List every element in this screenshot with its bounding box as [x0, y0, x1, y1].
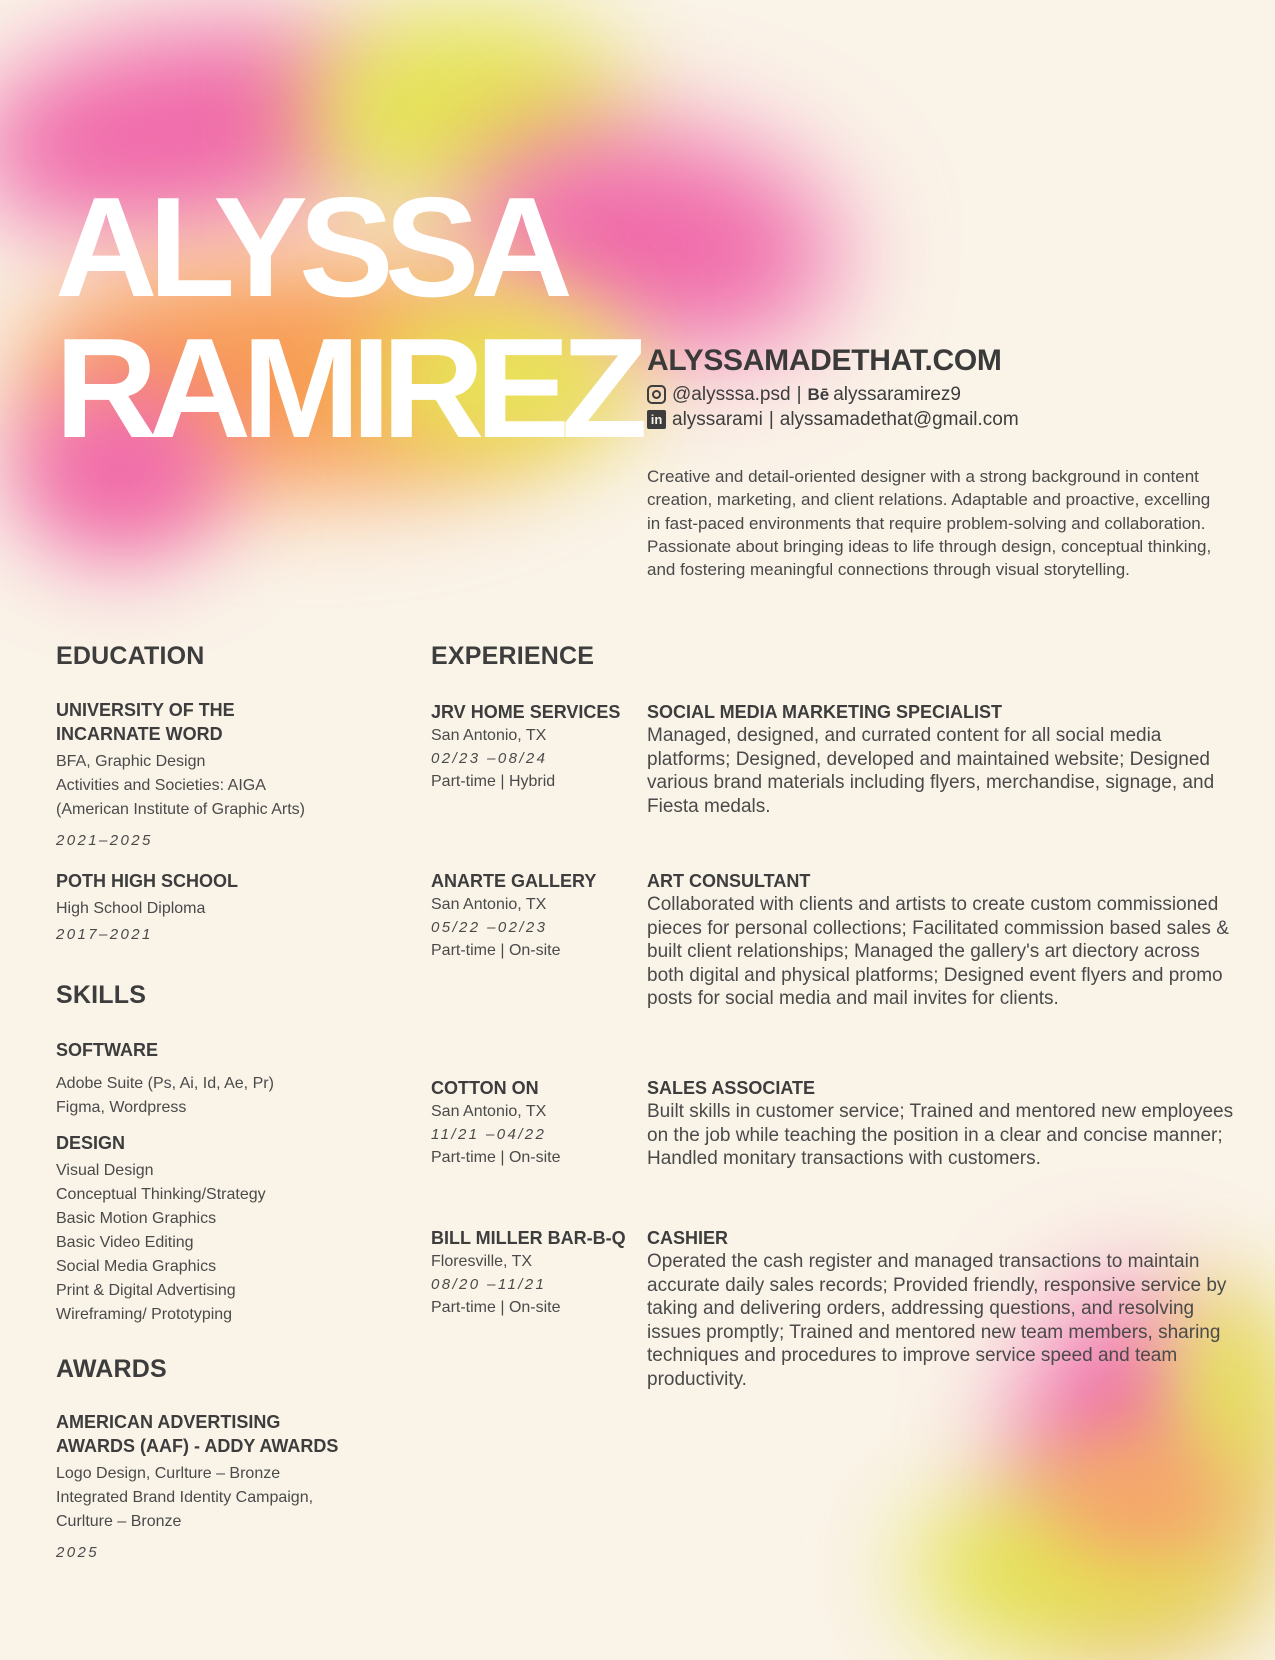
- company-name: BILL MILLER BAR-B-Q: [431, 1228, 626, 1248]
- job-type: Part-time | On-site: [431, 1299, 561, 1316]
- job-type: Part-time | On-site: [431, 942, 561, 959]
- award-year: 2025: [56, 1544, 99, 1561]
- separator: |: [768, 408, 774, 430]
- job-type: Part-time | Hybrid: [431, 773, 556, 790]
- company-name: COTTON ON: [431, 1078, 539, 1098]
- design-heading: DESIGN: [56, 1133, 126, 1153]
- first-name: ALYSSA: [55, 168, 564, 327]
- skill-item: Basic Motion Graphics: [56, 1210, 217, 1227]
- job-title: CASHIER: [647, 1228, 729, 1248]
- job-description: Collaborated with clients and artists to create custom commissioned pieces for personal collections; Facilitated commission based sales & built client relationships; Managed the gallery's art diectory across both digital and physical platforms; Designed event flyers and promo posts for social media and mail invites for clients.: [647, 894, 1229, 1009]
- job-dates: 05/22 –02/23: [431, 919, 548, 936]
- award-detail: Integrated Brand Identity Campaign,: [56, 1489, 314, 1506]
- instagram-handle[interactable]: @alysssa.psd: [672, 383, 791, 405]
- job-location: San Antonio, TX: [431, 896, 547, 913]
- award-title: AWARDS (AAF) - ADDY AWARDS: [56, 1436, 339, 1456]
- education-detail: Activities and Societies: AIGA: [56, 777, 266, 794]
- job-location: San Antonio, TX: [431, 1103, 547, 1120]
- job-type: Part-time | On-site: [431, 1149, 561, 1166]
- separator: |: [796, 383, 802, 405]
- job-description: Built skills in customer service; Trained and mentored new employees on the job while teaching the position in a clear and concise manner; Handled monitary transactions with customers.: [647, 1101, 1234, 1169]
- job-meta: [431, 700, 641, 793]
- software-heading: SOFTWARE: [56, 1040, 158, 1060]
- job-detail: [647, 869, 1237, 1011]
- job-meta: [431, 1076, 641, 1169]
- skill-item: Conceptual Thinking/Strategy: [56, 1186, 266, 1203]
- experience-heading: EXPERIENCE: [431, 642, 595, 670]
- education-detail: (American Institute of Graphic Arts): [56, 801, 305, 818]
- job-dates: 08/20 –11/21: [431, 1276, 547, 1293]
- skill-item: Social Media Graphics: [56, 1258, 217, 1275]
- skill-item: Adobe Suite (Ps, Ai, Id, Ae, Pr): [56, 1075, 274, 1092]
- job-location: Floresville, TX: [431, 1253, 533, 1270]
- skill-item: Print & Digital Advertising: [56, 1282, 236, 1299]
- contact-block: [647, 344, 1247, 432]
- job-meta: [431, 1226, 641, 1319]
- skills-software: [56, 1038, 386, 1120]
- linkedin-handle[interactable]: alyssarami: [672, 408, 763, 430]
- job-title: SALES ASSOCIATE: [647, 1078, 816, 1098]
- job-detail: [647, 1226, 1237, 1391]
- degree: BFA, Graphic Design: [56, 753, 206, 770]
- skill-item: Basic Video Editing: [56, 1234, 194, 1251]
- linkedin-email-line: [647, 407, 1247, 432]
- school-name: INCARNATE WORD: [56, 724, 223, 744]
- behance-icon: Bē: [807, 384, 830, 404]
- school-name: UNIVERSITY OF THE: [56, 700, 235, 720]
- skills-heading: SKILLS: [56, 981, 147, 1009]
- linkedin-icon: in: [647, 410, 666, 429]
- instagram-icon: [647, 385, 666, 404]
- job-detail: [647, 1076, 1237, 1171]
- email-address[interactable]: alyssamadethat@gmail.com: [779, 408, 1019, 430]
- education-heading: EDUCATION: [56, 642, 205, 670]
- job-dates: 02/23 –08/24: [431, 750, 548, 767]
- profile-summary: Creative and detail-oriented designer with a strong background in content creation, marketing, and client relations. Adaptable and proactive, excelling in fast-paced environments that require problem-solving and collaboration. Passionate about bringing ideas to life through design, conceptual thinking, and fostering meaningful connections through visual storytelling.: [647, 467, 1212, 580]
- job-description: Operated the cash register and managed transactions to maintain accurate daily sales records; Provided friendly, responsive service by taking and delivering orders, addressing questions, and resolving issues promptly; Trained and mentored new team members, sharing techniques and procedures to improve service speed and team productivity.: [647, 1251, 1227, 1390]
- job-description: Managed, designed, and currated content for all social media platforms; Designed, developed and maintained website; Designed various brand materials including flyers, merchandise, signage, and Fiesta medals.: [647, 725, 1215, 817]
- behance-handle[interactable]: alyssaramirez9: [833, 383, 961, 405]
- award-detail: Curlture – Bronze: [56, 1513, 182, 1530]
- job-dates: 11/21 –04/22: [431, 1126, 547, 1143]
- company-name: JRV HOME SERVICES: [431, 702, 621, 722]
- degree: High School Diploma: [56, 900, 206, 917]
- skills-design: [56, 1131, 386, 1327]
- company-name: ANARTE GALLERY: [431, 871, 597, 891]
- social-line: [647, 382, 1247, 407]
- gradient-blob: [1050, 1440, 1230, 1560]
- job-detail: [647, 700, 1237, 818]
- school-name: POTH HIGH SCHOOL: [56, 871, 239, 891]
- job-meta: [431, 869, 641, 962]
- last-name: RAMIREZ: [55, 309, 639, 468]
- skill-item: Visual Design: [56, 1162, 154, 1179]
- education-item: [56, 869, 386, 946]
- job-title: ART CONSULTANT: [647, 871, 811, 891]
- education-dates: 2021–2025: [56, 832, 153, 849]
- award-title: AMERICAN ADVERTISING: [56, 1412, 281, 1432]
- skill-item: Wireframing/ Prototyping: [56, 1306, 233, 1323]
- award-detail: Logo Design, Curlture – Bronze: [56, 1465, 281, 1482]
- awards-heading: AWARDS: [56, 1355, 167, 1383]
- job-location: San Antonio, TX: [431, 727, 547, 744]
- website-link[interactable]: ALYSSAMADETHAT.COM: [647, 344, 1002, 377]
- education-dates: 2017–2021: [56, 926, 153, 943]
- education-item: [56, 698, 386, 852]
- skill-item: Figma, Wordpress: [56, 1099, 187, 1116]
- award-item: [56, 1410, 386, 1564]
- job-title: SOCIAL MEDIA MARKETING SPECIALIST: [647, 702, 1003, 722]
